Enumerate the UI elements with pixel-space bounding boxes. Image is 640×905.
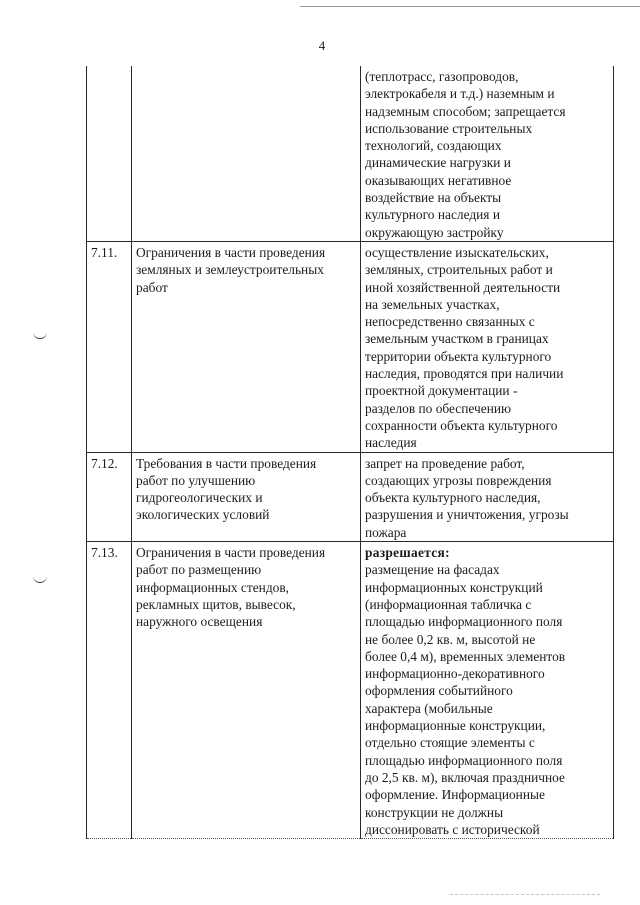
row-number (87, 66, 132, 242)
page-number: 4 (318, 38, 326, 53)
row-requirement: осуществление изыскательских, земляных, строительных работ и иной хозяйственной деятельности на земельных участках, непосредственно связанных с земельным участком в границах территории объекта культурного наследия, проводятся при наличии проектной документации - разделов по обеспечению сохранности объекта культурного наследия (361, 242, 614, 453)
row-number: 7.13. (87, 542, 132, 839)
row-requirement: разрешается: размещение на фасадах информационных конструкций (информационная табличка с площадью информационного поля не более 0,2 кв. м, высотой не более 0,4 м), временных элементов информационно-декоративного оформления событийного характера (мобильные информационные конструкции, отдельно стоящие элементы с площадью информационного поля до 2,5 кв. м), включая праздничное оформление. Информационные конструкции не должны диссонировать с исторической (361, 542, 614, 839)
table-row (87, 452, 614, 541)
binding-hole-mark (33, 328, 47, 339)
row-name: Требования в части проведения работ по улучшению гидрогеологических и экологических условий (132, 452, 361, 541)
table-row (87, 542, 614, 839)
row-name (132, 66, 361, 242)
table-row (87, 66, 614, 242)
row-name: Ограничения в части проведения работ по размещению информационных стендов, рекламных щитов, вывесок, наружного освещения (132, 542, 361, 839)
restrictions-table (86, 66, 614, 839)
row-number: 7.12. (87, 452, 132, 541)
requirement-heading: разрешается: (365, 545, 450, 561)
top-edge-line (300, 6, 640, 7)
table-row (87, 242, 614, 453)
row-requirement: (теплотрасс, газопроводов, электрокабеля и т.д.) наземным и надземным способом; запрещается использование строительных технологий, создающих динамические нагрузки и оказывающих негативное воздействие на объекты культурного наследия и окружающую застройку (361, 66, 614, 242)
row-requirement: запрет на проведение работ, создающих угрозы повреждения объекта культурного наследия, разрушения и уничтожения, угрозы пожара (361, 452, 614, 541)
binding-hole-mark (33, 572, 47, 583)
row-number: 7.11. (87, 242, 132, 453)
scan-artifact (450, 894, 600, 895)
row-name: Ограничения в части проведения земляных и землеустроительных работ (132, 242, 361, 453)
